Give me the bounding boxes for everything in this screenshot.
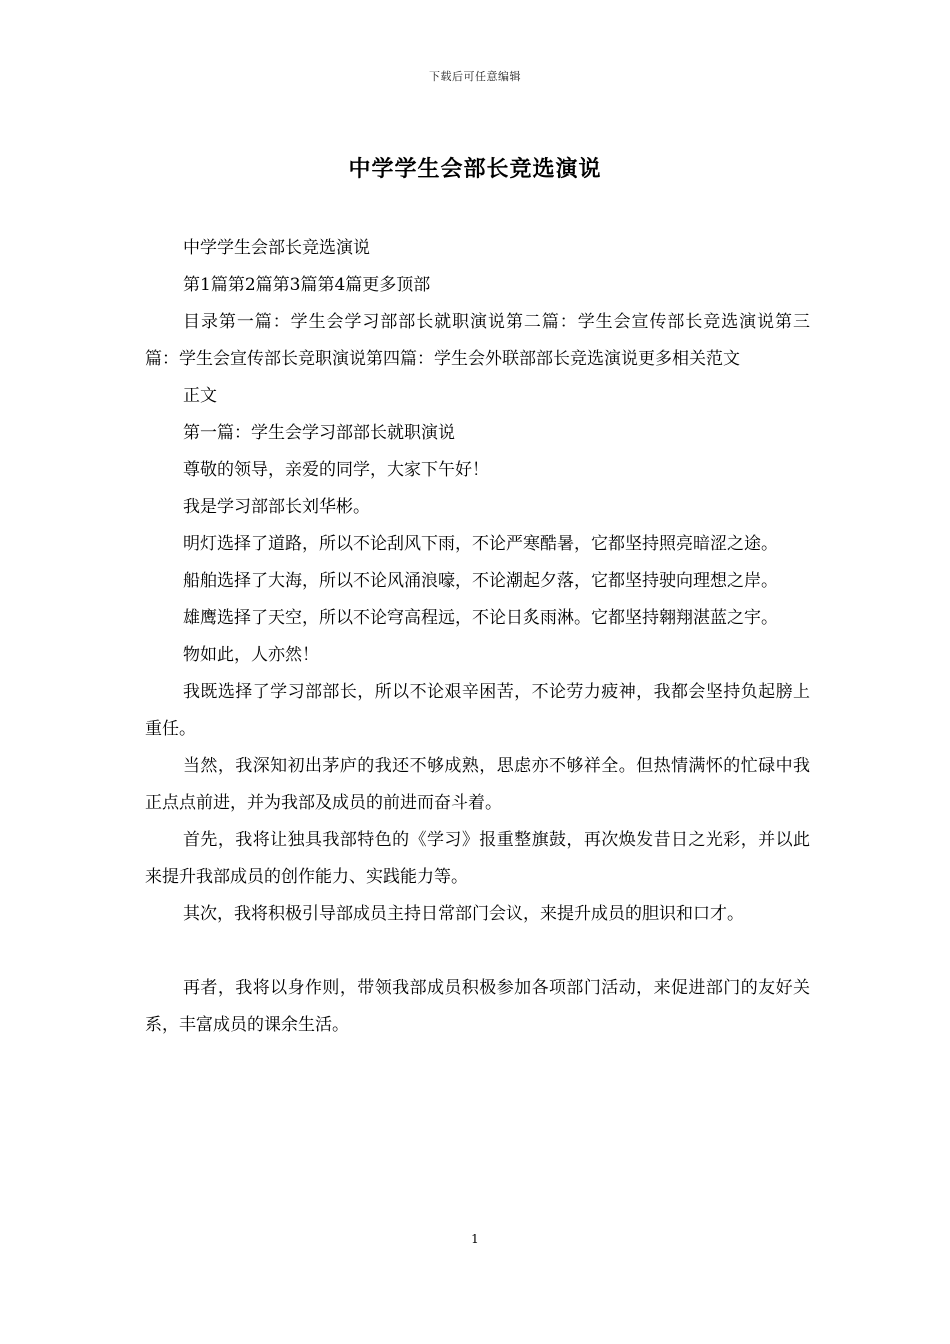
paragraph-subtitle: 中学学生会部长竞选演说 — [183, 238, 370, 258]
paragraph-so-are-people: 物如此，人亦然！ — [183, 645, 319, 665]
paragraph-table-of-contents: 目录第一篇：学生会学习部部长就职演说第二篇：学生会宣传部长竞选演说第三篇：学生会宣传部长竞职演说第四篇：学生会外联部部长竞选演说更多相关范文 — [145, 312, 810, 369]
paragraph-humility: 当然，我深知初出茅庐的我还不够成熟，思虑亦不够祥全。但热情满怀的忙碌中我正点点前进，并为我部及成员的前进而奋斗着。 — [145, 756, 810, 813]
paragraph-second-plan: 其次，我将积极引导部成员主持日常部门会议，来提升成员的胆识和口才。 — [183, 904, 744, 924]
paragraph-greeting: 尊敬的领导，亲爱的同学，大家下午好！ — [183, 460, 489, 480]
paragraph-responsibility: 我既选择了学习部部长，所以不论艰辛困苦，不论劳力疲神，我都会坚持负起膀上重任。 — [145, 682, 810, 739]
header-note: 下载后可任意编辑 — [429, 70, 521, 83]
paragraph-lamp: 明灯选择了道路，所以不论刮风下雨，不论严寒酷暑，它都坚持照亮暗涩之途。 — [183, 534, 778, 554]
paragraph-main-heading: 正文 — [183, 386, 217, 406]
paragraph-eagle: 雄鹰选择了天空，所以不论穹高程远，不论日炙雨淋。它都坚持翱翔湛蓝之宇。 — [183, 608, 778, 628]
paragraph-first-plan: 首先，我将让独具我部特色的《学习》报重整旗鼓，再次焕发昔日之光彩，并以此来提升我部成员的创作能力、实践能力等。 — [145, 830, 810, 887]
paragraph-introduction: 我是学习部部长刘华彬。 — [183, 497, 370, 517]
page-number: 1 — [471, 1232, 479, 1246]
document-body — [145, 230, 810, 1044]
document-title: 中学学生会部长竞选演说 — [348, 156, 602, 182]
paragraph-third-plan: 再者，我将以身作则，带领我部成员积极参加各项部门活动，来促进部门的友好关系，丰富成员的课余生活。 — [145, 978, 810, 1035]
paragraph-section-links: 第1篇第2篇第3篇第4篇更多顶部 — [183, 275, 431, 295]
paragraph-ship: 船舶选择了大海，所以不论风涌浪嚎，不论潮起夕落，它都坚持驶向理想之岸。 — [183, 571, 778, 591]
paragraph-chapter-heading: 第一篇：学生会学习部部长就职演说 — [183, 423, 455, 443]
